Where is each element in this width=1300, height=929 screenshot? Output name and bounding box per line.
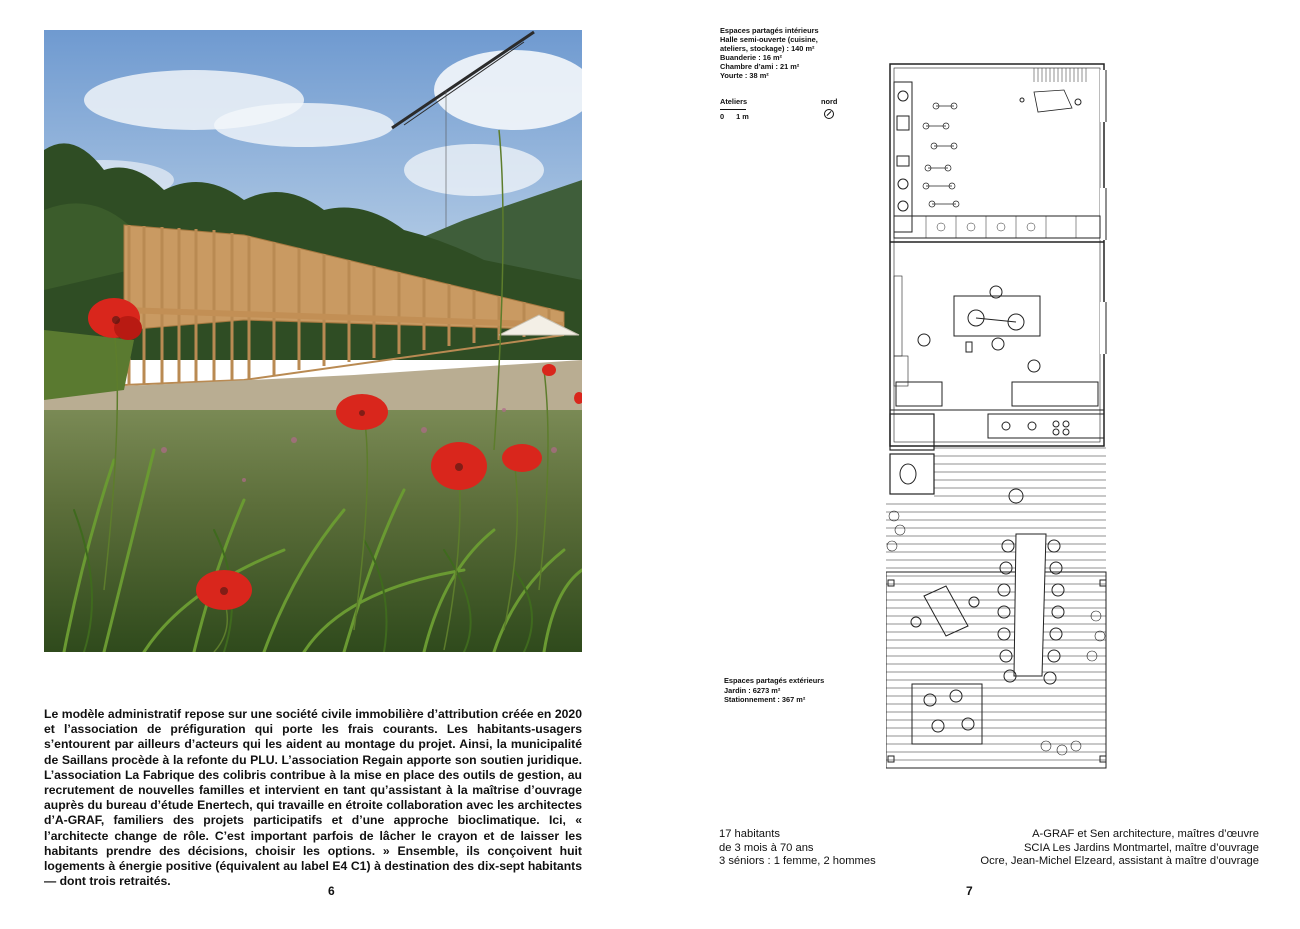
scale-line: [720, 109, 746, 110]
legend-line: Yourte : 38 m²: [720, 71, 769, 80]
legend-line: Stationnement : 367 m²: [724, 695, 806, 704]
info-line: 17 habitants: [719, 828, 780, 840]
north-arrow-icon: [824, 109, 834, 119]
body-paragraph: Le modèle administratif repose sur une société civile immobilière d’attribution créée en 2020 et l’association de préfiguration qui porte les frais courants. Les habitants-usagers s’entourent par ailleurs d’acteurs qui les aident au montage du projet. Ainsi, la municipalité de Saillans procède à la refonte du PLU. L’association Regain apporte son soutien juridique. L’association La Fabrique des colibris contribue à la mise en place des outils de gestion, au recrutement de nouvelles familles et intervient en tant qu’assistant à la maîtrise d’ouvrage auprès du bureau d’étude Enertech, qui travaille en étroite collaboration avec les architectes d’A-GRAF, familiers des projets participatifs et d’une approche bioclimatique. Ici, « l’architecte change de rôle. C’est important parfois de lâcher le crayon et de laisser les habitants prendre des décisions, choisir les options. » Ensemble, ils conçoivent huit logements à énergie positive (équivalent au label E4 C1) à destination des dix-sept habitants — dont trois retraités.: [44, 707, 582, 889]
right-page: [650, 0, 1300, 929]
credit-line: Ocre, Jean-Michel Elzeard, assistant à maître d’ouvrage: [980, 855, 1259, 868]
info-line: de 3 mois à 70 ans: [719, 841, 814, 854]
legend-heading: Espaces partagés intérieurs: [720, 26, 819, 35]
legend-line: Chambre d’ami : 21 m²: [720, 62, 800, 71]
legend-line: Jardin : 6273 m²: [724, 685, 781, 695]
scale-label: Ateliers: [720, 97, 748, 106]
inhabitants-info: [719, 828, 876, 869]
floor-plan: [886, 56, 1118, 772]
exterior-spaces-legend: [724, 676, 824, 705]
north-indicator: [821, 97, 837, 119]
page-number: 7: [966, 884, 973, 898]
legend-heading: Espaces partagés extérieurs: [724, 676, 825, 685]
legend-line: Buanderie : 16 m²: [720, 53, 783, 62]
scale-one: 1 m: [736, 112, 749, 121]
info-line: 3 séniors : 1 femme, 2 hommes: [719, 855, 876, 868]
credits-info: [980, 828, 1259, 869]
construction-photo: [44, 30, 582, 652]
interior-spaces-legend: [720, 26, 819, 80]
legend-line: Halle semi-ouverte (cuisine,: [720, 35, 818, 44]
legend-line: ateliers, stockage) : 140 m²: [720, 44, 815, 53]
north-label: nord: [821, 97, 838, 106]
scale-zero: 0: [720, 112, 725, 121]
page-number: 6: [328, 884, 335, 898]
scale-bar: [720, 97, 749, 121]
credit-line: A-GRAF et Sen architecture, maîtres d’œuvre: [1032, 828, 1259, 840]
credit-line: SCIA Les Jardins Montmartel, maître d’ouvrage: [1023, 841, 1259, 854]
